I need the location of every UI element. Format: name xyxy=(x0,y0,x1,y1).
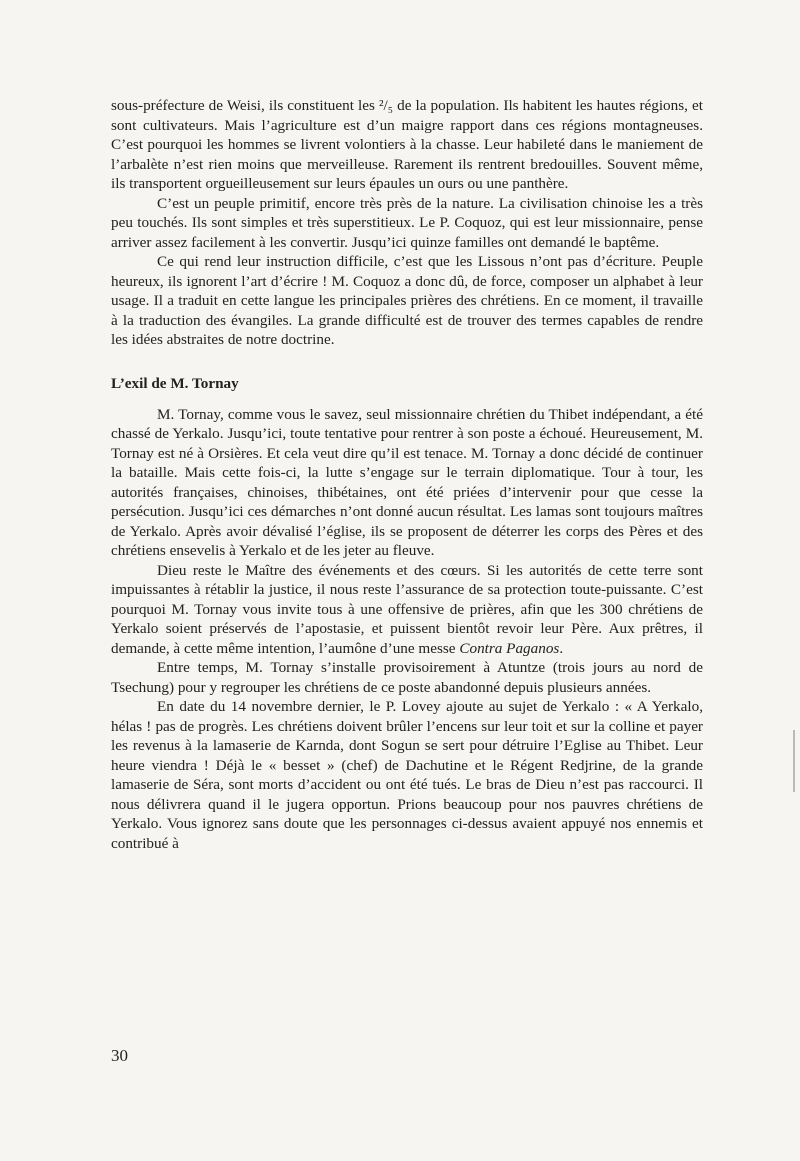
paragraph-intro-1: sous-préfecture de Weisi, ils constituent les ²/₅ de la population. Ils habitent les hautes régions, et sont cultivateurs. Mais l’agriculture est d’un maigre rapport dans ces régions montagneuses. C’est pourquoi les hommes se livrent volontiers à la chasse. Leur habileté dans le maniement de l’arbalète n’est rien moins que merveilleuse. Rarement ils rentrent bredouilles. Souvent même, ils transportent orgueilleusement sur leurs épaules un ours ou une panthère. xyxy=(111,97,703,192)
paragraph-intro-2: C’est un peuple primitif, encore très près de la nature. La civilisation chinoise les a très peu touchés. Ils sont simples et très superstitieux. Le P. Coquoz, qui est leur missionnaire, pense arriver assez facilement à les convertir. Jusqu’ici quinze familles ont demandé le baptême. xyxy=(111,194,703,251)
italic-phrase: Contra Paganos xyxy=(459,639,560,657)
page-body xyxy=(111,96,703,853)
paragraph-section-4: En date du 14 novembre dernier, le P. Lovey ajoute au sujet de Yerkalo : « A Yerkalo, hélas ! pas de progrès. Les chrétiens doivent brûler l’encens sur leur toit et sur la colline et payer les revenus à la lamaserie de Karnda, dont Sogun se sert pour détruire l’Eglise au Thibet. Leur heure viendra ! Déjà le « besset » (chef) de Dachutine et le Régent Redjrine, de la grande lamaserie de Séra, sont morts d’accident ou ont été tués. Le bras de Dieu n’est pas raccourci. Il nous délivrera quand il le jugera opportun. Prions beaucoup pour nos pauvres chrétiens de Yerkalo. Vous ignorez sans doute que les personnages ci-dessus avaient appuyé nos ennemis et contribué à xyxy=(111,698,703,852)
page-number: 30 xyxy=(111,1046,128,1065)
paragraph-section-1: M. Tornay, comme vous le savez, seul missionnaire chrétien du Thibet indépendant, a été chassé de Yerkalo. Jusqu’ici, toute tentative pour rentrer à son poste a échoué. Heureusement, M. Tornay est né à Orsières. Et cela veut dire qu’il est tenace. M. Tornay a donc décidé de continuer la bataille. Mais cette fois-ci, la lutte s’engage sur le terrain diplomatique. Tour à tour, les autorités françaises, chinoises, thibétaines, ont été priées d’intervenir pour que cesse la persécution. Jusqu’ici ces démarches n’ont donné aucun résultat. Les lamas sont toujours maîtres de Yerkalo. Après avoir dévalisé l’église, ils se proposent de déterrer les corps des Pères et des chrétiens ensevelis à Yerkalo et de les jeter au fleuve. xyxy=(111,405,703,559)
section-heading: L’exil de M. Tornay xyxy=(111,374,239,392)
paragraph-section-2 xyxy=(111,561,703,659)
scan-margin-mark xyxy=(793,730,795,792)
paragraph-section-2-text: Dieu reste le Maître des événements et des cœurs. Si les autorités de cette terre sont impuissantes à rétablir la justice, il nous reste l’assurance de sa protection toute-puissante. C’est pourquoi M. Tornay vous invite tous à une offensive de prières, afin que les 300 chrétiens de Yerkalo soient préservés de l’apostasie, et puissent bientôt revoir leur Père. Aux prêtres, il demande, à cette même intention, l’aumône d’une messe xyxy=(111,561,703,657)
italic-suffix: . xyxy=(559,639,564,657)
paragraph-intro-3: Ce qui rend leur instruction difficile, c’est que les Lissous n’ont pas d’écriture. Peuple heureux, ils ignorent l’art d’écrire ! M. Coquoz a donc dû, de force, composer un alphabet à leur usage. Il a traduit en cette langue les principales prières des chrétiens. En ce moment, il travaille à la traduction des évangiles. La grande difficulté est de trouver des termes capables de rendre les idées abstraites de notre doctrine. xyxy=(111,253,703,348)
paragraph-section-3: Entre temps, M. Tornay s’installe provisoirement à Atuntze (trois jours au nord de Tsechung) pour y regrouper les chrétiens de ce poste abandonné depuis plusieurs années. xyxy=(111,659,703,696)
